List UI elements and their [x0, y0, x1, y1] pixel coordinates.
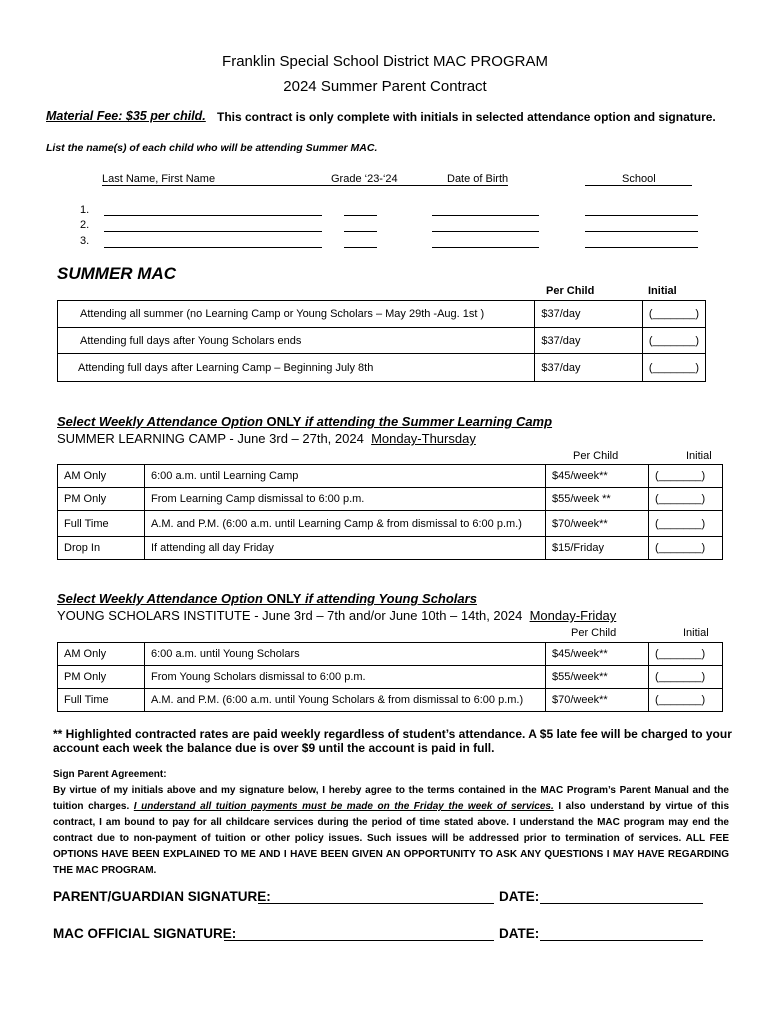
initial-field[interactable]: (_______) [649, 511, 723, 537]
dob-field[interactable] [432, 215, 539, 216]
dob-header: Date of Birth [447, 173, 509, 185]
table-row [58, 666, 723, 689]
option-price: $15/Friday [546, 537, 649, 560]
learning-camp-table [57, 464, 723, 560]
table-row [58, 537, 723, 560]
option-desc: 6:00 a.m. until Young Scholars [145, 643, 546, 666]
initial-field[interactable]: (_______) [649, 643, 723, 666]
initial-field[interactable]: (_______) [649, 666, 723, 689]
option-desc: From Young Scholars dismissal to 6:00 p.m. [145, 666, 546, 689]
table-row [58, 328, 706, 354]
learning-camp-subtitle: SUMMER LEARNING CAMP - June 3rd – 27th, 2024 Monday-Thursday [57, 431, 476, 446]
young-scholars-subtitle: YOUNG SCHOLARS INSTITUTE - June 3rd – 7th and/or June 10th – 14th, 2024 Monday-Friday [57, 608, 617, 623]
material-fee: Material Fee: $35 per child. [46, 109, 206, 123]
option-price: $70/week** [546, 689, 649, 712]
initial-field[interactable]: (_______) [642, 354, 705, 382]
table-row [58, 689, 723, 712]
school-field[interactable] [585, 247, 698, 248]
option-name: AM Only [58, 643, 145, 666]
option-name: PM Only [58, 666, 145, 689]
child-name-field[interactable] [104, 247, 322, 248]
initial-field[interactable]: (_______) [649, 465, 723, 488]
initial-header: Initial [648, 285, 677, 297]
initial-field[interactable]: (_______) [642, 328, 705, 354]
grade-field[interactable] [344, 247, 377, 248]
option-name: PM Only [58, 488, 145, 511]
official-signature-field[interactable] [224, 940, 494, 941]
initial-field[interactable]: (_______) [649, 689, 723, 712]
child-name-field[interactable] [104, 215, 322, 216]
option-desc: A.M. and P.M. (6:00 a.m. until Learning Camp & from dismissal to 6:00 p.m.) [145, 511, 546, 537]
table-row [58, 465, 723, 488]
grade-header: Grade ‘23-‘24 [331, 173, 398, 185]
option-price: $37/day [535, 301, 643, 328]
option-name: Full Time [58, 511, 145, 537]
child-row-number: 1. [80, 204, 90, 216]
initial-field[interactable]: (_______) [649, 488, 723, 511]
official-date-label: DATE: [499, 926, 540, 941]
table-row [58, 643, 723, 666]
grade-field[interactable] [344, 231, 377, 232]
school-header: School [622, 173, 656, 185]
child-name-header: Last Name, First Name [102, 173, 216, 185]
footnote-line2: account each week the balance due is over $9 until the account is paid in full. [53, 741, 495, 755]
dob-field[interactable] [432, 231, 539, 232]
initial-header: Initial [686, 450, 712, 462]
school-field[interactable] [585, 215, 698, 216]
summer-mac-heading: SUMMER MAC [57, 264, 176, 283]
parent-signature-field[interactable] [258, 903, 494, 904]
per-child-header: Per Child [546, 285, 595, 297]
young-scholars-table [57, 642, 723, 712]
option-name: Full Time [58, 689, 145, 712]
initial-header: Initial [683, 627, 709, 639]
option-desc: A.M. and P.M. (6:00 a.m. until Young Scholars & from dismissal to 6:00 p.m.) [145, 689, 546, 712]
table-row [58, 488, 723, 511]
official-signature-label: MAC OFFICIAL SIGNATURE: [53, 926, 237, 941]
option-price: $37/day [535, 354, 643, 382]
parent-date-field[interactable] [540, 903, 703, 904]
per-child-header: Per Child [571, 627, 617, 639]
option-desc: From Learning Camp dismissal to 6:00 p.m. [145, 488, 546, 511]
table-row [58, 511, 723, 537]
young-scholars-heading: Select Weekly Attendance Option ONLY if attending Young Scholars [57, 591, 477, 606]
option-price: $70/week** [546, 511, 649, 537]
option-price: $45/week** [546, 465, 649, 488]
dob-field[interactable] [432, 247, 539, 248]
option-desc: Attending all summer (no Learning Camp or Young Scholars – May 29th -Aug. 1st ) [58, 301, 535, 328]
learning-camp-heading: Select Weekly Attendance Option ONLY if attending the Summer Learning Camp [57, 414, 553, 429]
child-row-number: 2. [80, 219, 90, 231]
child-name-field[interactable] [104, 231, 322, 232]
initial-field[interactable]: (_______) [649, 537, 723, 560]
document-subtitle: 2024 Summer Parent Contract [283, 78, 487, 95]
parent-signature-label: PARENT/GUARDIAN SIGNATURE: [53, 889, 271, 904]
option-name: Drop In [58, 537, 145, 560]
option-desc: Attending full days after Young Scholars ends [58, 328, 535, 354]
footnote-line1: ** Highlighted contracted rates are paid weekly regardless of student’s attendance. A $5 late fee will be charged to your [53, 727, 732, 741]
summer-mac-table [57, 300, 706, 382]
initial-field[interactable]: (_______) [642, 301, 705, 328]
child-row-number: 3. [80, 235, 90, 247]
official-date-field[interactable] [540, 940, 703, 941]
option-price: $37/day [535, 328, 643, 354]
grade-field[interactable] [344, 215, 377, 216]
document-title: Franklin Special School District MAC PROGRAM [222, 53, 548, 70]
option-desc: 6:00 a.m. until Learning Camp [145, 465, 546, 488]
option-desc: Attending full days after Learning Camp – Beginning July 8th [58, 354, 535, 382]
option-name: AM Only [58, 465, 145, 488]
complete-note: This contract is only complete with initials in selected attendance option and signature. [217, 110, 716, 124]
list-instruction: List the name(s) of each child who will be attending Summer MAC. [46, 142, 378, 154]
table-row [58, 354, 706, 382]
parent-date-label: DATE: [499, 889, 540, 904]
option-price: $55/week ** [546, 488, 649, 511]
school-field[interactable] [585, 231, 698, 232]
agreement-heading: Sign Parent Agreement: [53, 769, 167, 780]
agreement-text: By virtue of my initials above and my signature below, I hereby agree to the terms contained in the MAC Program’s Parent Manual and the tuition charges. I understand all tuition payments must be made on the Friday the week of services. I also understand by virtue of this contract, I am bound to pay for all childcare services during the period of time stated above. I understand the MAC program may end the contract due to non-payment of tuition or other policy issues. Such issues will be addressed prior to termination of services. ALL FEE OPTIONS HAVE BEEN EXPLAINED TO ME AND I HAVE BEEN GIVEN AN OPPORTUNITY TO ASK ANY QUESTIONS I MAY HAVE REGARDING THE MAC PROGRAM. [53, 785, 729, 876]
option-price: $45/week** [546, 643, 649, 666]
table-row [58, 301, 706, 328]
option-price: $55/week** [546, 666, 649, 689]
per-child-header: Per Child [573, 450, 619, 462]
option-desc: If attending all day Friday [145, 537, 546, 560]
